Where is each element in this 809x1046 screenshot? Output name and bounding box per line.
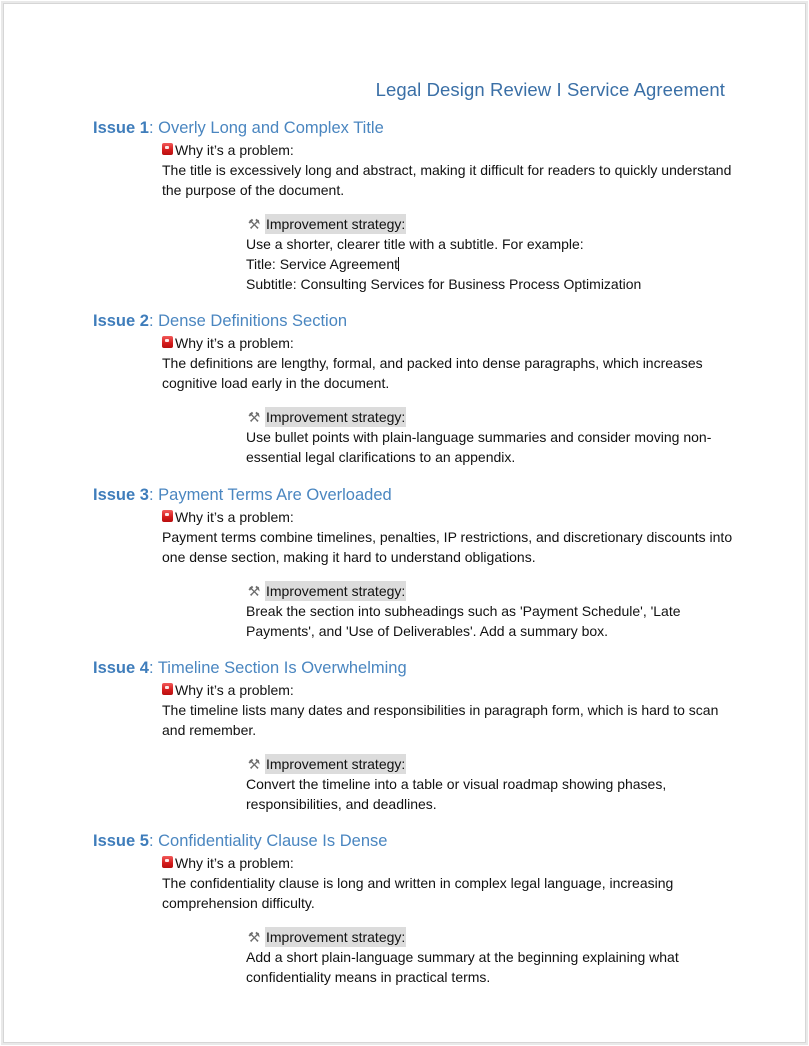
hammer-wrench-tools-icon: ⚒: [247, 756, 261, 772]
issue-number: Issue 5: [93, 832, 149, 850]
problem-block: [162, 680, 753, 740]
strategy-text: Add a short plain-language summary at the beginning explaining what confidentiality means in practical terms.: [246, 949, 679, 985]
strategy-label: Improvement strategy:: [266, 583, 406, 599]
strategy-label-row: [246, 754, 753, 774]
red-flag-icon: [162, 336, 173, 348]
strategy-label-row: [246, 927, 753, 947]
issue-title: : Dense Definitions Section: [148, 312, 348, 330]
problem-label-row: [162, 853, 753, 873]
problem-label-row: [162, 507, 753, 527]
issue-heading: [93, 831, 753, 851]
issue-section-4: [93, 658, 753, 814]
issue-title: : Timeline Section Is Overwhelming: [148, 659, 407, 677]
hammer-wrench-tools-icon: ⚒: [247, 409, 261, 425]
hammer-wrench-tools-icon: ⚒: [247, 216, 261, 232]
strategy-label-row: [246, 581, 753, 601]
problem-label-row: [162, 333, 753, 353]
red-flag-icon: [162, 856, 173, 868]
document-title: Legal Design Review I Service Agreement: [375, 79, 725, 100]
problem-label: Why it’s a problem:: [175, 682, 294, 698]
problem-label: Why it’s a problem:: [175, 142, 294, 158]
issue-heading: [93, 311, 753, 331]
strategy-label-row: [246, 214, 753, 234]
strategy-text-line: Subtitle: Consulting Services for Business Process Optimization: [246, 276, 642, 292]
red-flag-icon: [162, 143, 173, 155]
problem-text: The title is excessively long and abstract, making it difficult for readers to quickly understand the purpose of the document.: [162, 162, 732, 198]
problem-block: [162, 853, 753, 913]
problem-block: [162, 507, 753, 567]
issue-heading: [93, 118, 753, 138]
strategy-block: [246, 214, 753, 294]
strategy-block: [246, 581, 753, 641]
strategy-text-line: Use a shorter, clearer title with a subtitle. For example:: [246, 236, 584, 252]
issue-number: Issue 2: [93, 312, 149, 330]
hammer-wrench-tools-icon: ⚒: [247, 583, 261, 599]
strategy-text: Use bullet points with plain-language summaries and consider moving non-essential legal clarifications to an appendix.: [246, 429, 712, 465]
issue-title: : Overly Long and Complex Title: [148, 119, 384, 137]
issue-section-1: [93, 118, 753, 294]
red-flag-icon: [162, 510, 173, 522]
issue-number: Issue 4: [93, 659, 149, 677]
issue-number: Issue 3: [93, 486, 149, 504]
problem-label-row: [162, 680, 753, 700]
red-flag-icon: [162, 683, 173, 695]
issue-title: : Payment Terms Are Overloaded: [148, 486, 392, 504]
strategy-text: Convert the timeline into a table or visual roadmap showing phases, responsibilities, and deadlines.: [246, 776, 667, 812]
strategy-label: Improvement strategy:: [266, 216, 406, 232]
strategy-label-row: [246, 407, 753, 427]
strategy-block: [246, 754, 753, 814]
text-cursor: [398, 257, 399, 271]
strategy-example-title: Title: Service Agreement: [246, 256, 398, 272]
issue-section-3: [93, 485, 753, 641]
problem-label: Why it’s a problem:: [175, 335, 294, 351]
issue-heading: [93, 658, 753, 678]
problem-text: The confidentiality clause is long and written in complex legal language, increasing comprehension difficulty.: [162, 875, 674, 911]
strategy-text-line: [246, 254, 736, 274]
strategy-text: Break the section into subheadings such as 'Payment Schedule', 'Late Payments', and 'Use of Deliverables'. Add a summary box.: [246, 603, 681, 639]
document-page: [3, 3, 806, 1043]
issue-section-5: [93, 831, 753, 987]
issue-heading: [93, 485, 753, 505]
strategy-label: Improvement strategy:: [266, 756, 406, 772]
strategy-label: Improvement strategy:: [266, 409, 406, 425]
problem-block: [162, 140, 753, 200]
issue-section-2: [93, 311, 753, 467]
strategy-block: [246, 407, 753, 467]
problem-label: Why it’s a problem:: [175, 509, 294, 525]
problem-text: Payment terms combine timelines, penalties, IP restrictions, and discretionary discounts into one dense section, making it hard to understand obligations.: [162, 529, 733, 565]
problem-text: The timeline lists many dates and responsibilities in paragraph form, which is hard to scan and remember.: [162, 702, 719, 738]
problem-text: The definitions are lengthy, formal, and packed into dense paragraphs, which increases cognitive load early in the document.: [162, 355, 703, 391]
strategy-block: [246, 927, 753, 987]
issue-title: : Confidentiality Clause Is Dense: [148, 832, 388, 850]
hammer-wrench-tools-icon: ⚒: [247, 929, 261, 945]
problem-label: Why it’s a problem:: [175, 855, 294, 871]
strategy-label: Improvement strategy:: [266, 929, 406, 945]
problem-block: [162, 333, 753, 393]
problem-label-row: [162, 140, 753, 160]
issue-number: Issue 1: [93, 119, 149, 137]
